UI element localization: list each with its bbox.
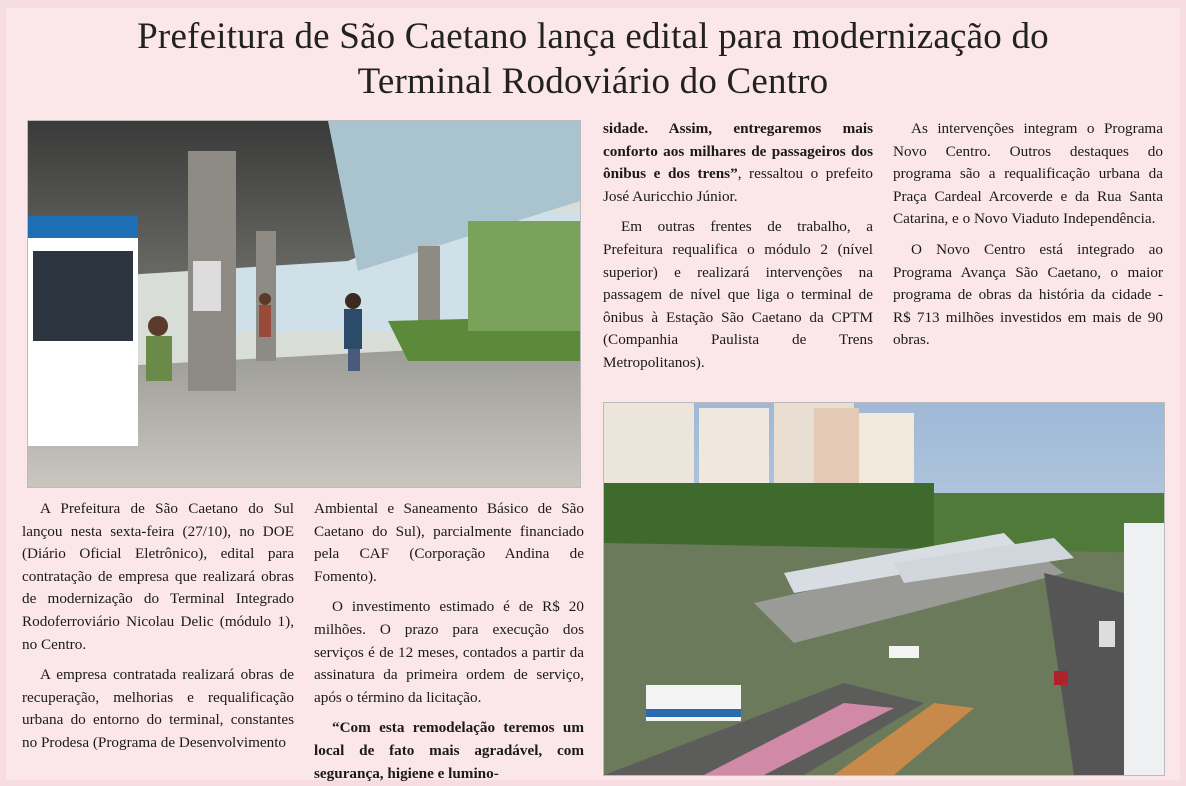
article-column-3 [603, 118, 873, 375]
paragraph: Ambiental e Saneamento Básico de São Caetano do Sul), parcialmente financiado pela CAF (Corporação Andina de Fomento). [314, 500, 584, 585]
paragraph: As intervenções integram o Programa Novo Centro. Outros destaques do programa são a requalificação urbana da Praça Cardeal Arcoverde e da Rua Santa Catarina, e o Novo Viaduto Independência. [893, 120, 1163, 228]
quote-continuation: sidade. Assim, entregaremos mais conforto aos milhares de passageiros dos ônibus e dos trens” [603, 120, 873, 183]
article-column-1 [22, 498, 294, 755]
paragraph: O Novo Centro está integrado ao Programa Avança São Caetano, o maior programa de obras da história da cidade - R$ 713 milhões investidos em mais de 90 obras. [893, 240, 1163, 349]
quote-text: “Com esta remodelação teremos um local de fato mais agradável, com segurança, higiene e lumino- [314, 719, 584, 782]
paragraph: O investimento estimado é de R$ 20 milhões. O prazo para execução dos serviços é de 12 meses, contados a partir da assinatura da primeira ordem de serviço, após o término da licitação. [314, 598, 584, 706]
article-column-4 [893, 118, 1163, 352]
quote-attribution: , ressaltou o prefeito José Auricchio Júnior. [603, 165, 873, 205]
headline [0, 14, 1186, 104]
article-column-2 [314, 498, 584, 785]
terminal-aerial-photo [603, 402, 1165, 776]
terminal-platform-photo [27, 120, 581, 488]
headline-line-1: Prefeitura de São Caetano lança edital para modernização do [137, 16, 1049, 57]
paragraph: A Prefeitura de São Caetano do Sul lançou nesta sexta-feira (27/10), no DOE (Diário Oficial Eletrônico), edital para contratação de empresa que realizará obras de modernização do Terminal Integrado Rodoferroviário Nicolau Delic (módulo 1), no Centro. [22, 500, 294, 653]
quote-paragraph [314, 717, 584, 785]
paragraph [603, 118, 873, 208]
paragraph: A empresa contratada realizará obras de recuperação, melhorias e requalificação urbana do entorno do terminal, constantes no Prodesa (Programa de Desenvolvimento [22, 666, 294, 751]
headline-line-2: Terminal Rodoviário do Centro [357, 61, 829, 102]
paragraph: Em outras frentes de trabalho, a Prefeitura requalifica o módulo 2 (nível superior) e realizará intervenções na passagem de nível que liga o terminal de ônibus à Estação São Caetano da CPTM (Companhia Paulista de Trens Metropolitanos). [603, 218, 873, 371]
